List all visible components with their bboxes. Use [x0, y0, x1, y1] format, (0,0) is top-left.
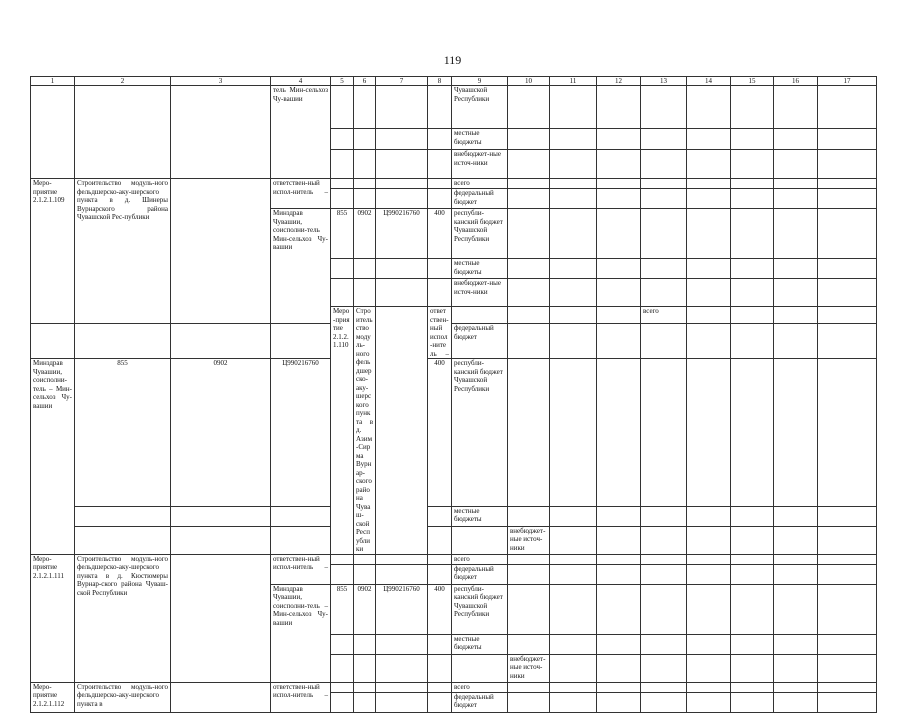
col-header: 13: [641, 77, 687, 86]
cell: [331, 654, 354, 682]
source-cell: федеральный бюджет: [452, 564, 508, 584]
source-cell: внебюджет-ные источ-ники: [452, 279, 508, 307]
event-code: Меро-приятие 2.1.2.1.111: [31, 554, 75, 682]
source-cell: местные бюджеты: [452, 634, 508, 654]
source-cell: всего: [452, 682, 508, 692]
csr-cell: Ц990216760: [376, 584, 428, 634]
cell: [75, 86, 171, 179]
executor-cell: ответствен-ный испол-нитель –: [271, 554, 331, 584]
col-header: 5: [331, 77, 354, 86]
col-header: 6: [354, 77, 376, 86]
event-name: Строительство модуль-ного фельдшерско-аку-шерского пункта в: [75, 682, 171, 712]
vr-cell: 400: [428, 359, 452, 507]
col-header: 11: [550, 77, 597, 86]
source-cell: федеральный бюджет: [452, 189, 508, 209]
page-number: 119: [443, 53, 462, 67]
source-cell: Чувашской Республики: [452, 86, 508, 129]
source-cell: федеральный бюджет: [452, 324, 508, 359]
event-code: Меро-приятие 2.1.2.1.110: [331, 307, 354, 555]
col-header: 16: [774, 77, 818, 86]
col-header: 12: [597, 77, 641, 86]
source-cell: местные бюджеты: [452, 129, 508, 150]
col-header: 8: [428, 77, 452, 86]
source-cell: внебюджет-ные источ-ники: [452, 150, 508, 179]
col-header: 10: [508, 77, 550, 86]
executor-cell: Минздрав Чувашии, соисполни-тель – Мин-сельхоз Чу-вашии: [31, 359, 75, 555]
source-cell: республи-канский бюджет Чувашской Республики: [452, 584, 508, 634]
rzpr-cell: 0902: [354, 584, 376, 634]
cell: [31, 86, 75, 179]
cell: [171, 554, 271, 682]
col-header: 7: [376, 77, 428, 86]
cell: [75, 526, 171, 554]
cell: [428, 86, 452, 129]
col-header: 15: [731, 77, 774, 86]
source-cell: всего: [641, 307, 687, 324]
executor-cell: Минздрав Чувашии, соисполни-тель – Мин-сельхоз Чу-вашии: [271, 584, 331, 682]
grbs-cell: 855: [331, 584, 354, 634]
executor-cell: ответствен-ный испол-нитель –: [271, 682, 331, 712]
table-row: [31, 526, 877, 554]
grbs-cell: 855: [331, 209, 354, 259]
table-row: [31, 179, 877, 189]
vr-cell: 400: [428, 584, 452, 634]
col-header: 4: [271, 77, 331, 86]
source-cell: внебюджет-ные источ-ники: [508, 654, 550, 682]
cell: [376, 86, 428, 129]
col-header: 1: [31, 77, 75, 86]
source-cell: всего: [452, 179, 508, 189]
table-row: [31, 324, 877, 359]
source-cell: федеральный бюджет: [452, 692, 508, 712]
vr-cell: 400: [428, 209, 452, 259]
source-cell: местные бюджеты: [452, 506, 508, 526]
cell: [331, 86, 354, 129]
cell: [171, 179, 271, 324]
grbs-cell: 855: [75, 359, 171, 507]
col-header: 9: [452, 77, 508, 86]
executor-cell: ответствен-ный испол-нитель –: [428, 307, 452, 359]
csr-cell: Ц990216760: [271, 359, 331, 507]
event-name: Строительство модуль-ного фельдшерско-аку-шерского пункта в д. Азим-Сирма Вурнар-ского района Чуваш-ской Республики: [354, 307, 376, 555]
table-row: [31, 506, 877, 526]
csr-cell: Ц990216760: [376, 209, 428, 259]
source-cell: местные бюджеты: [452, 259, 508, 279]
column-number-row: [31, 77, 877, 86]
col-header: 3: [171, 77, 271, 86]
table-row: [31, 359, 877, 507]
event-code: Меро-приятие 2.1.2.1.109: [31, 179, 75, 324]
executor-cell: Минздрав Чувашии, соисполни-тель Мин-сельхоз Чу-вашии: [271, 209, 331, 324]
table-row: [31, 682, 877, 692]
event-code: Меро-приятие 2.1.2.1.112: [31, 682, 75, 712]
executor-cell: тель Мин-сельхоз Чу-вашии: [271, 86, 331, 179]
program-table: [30, 76, 877, 713]
rzpr-cell: 0902: [354, 209, 376, 259]
rzpr-cell: 0902: [171, 359, 271, 507]
source-cell: республи-канский бюджет Чувашской Республики: [452, 359, 508, 507]
executor-cell: ответствен-ный испол-нитель –: [271, 179, 331, 209]
col-header: 14: [687, 77, 731, 86]
col-header: 2: [75, 77, 171, 86]
col-header: 17: [818, 77, 877, 86]
cell: [354, 86, 376, 129]
cell: [376, 307, 428, 555]
cell: [171, 682, 271, 712]
source-cell: республи-канский бюджет Чувашской Республики: [452, 209, 508, 259]
event-name: Строительство модуль-ного фельдшерско-аку-шерского пункта в д. Шинеры Вурнарского района Чувашской Рес-публики: [75, 179, 171, 324]
event-name: Строительство модуль-ного фельдшерско-аку-шерского пункта в д. Кюстюмеры Вурнар-ского района Чуваш-ской Республики: [75, 554, 171, 682]
table-row: [31, 86, 877, 129]
cell: [171, 86, 271, 179]
table-row: [31, 554, 877, 564]
source-cell: внебюджет-ные источ-ники: [508, 526, 550, 554]
source-cell: всего: [452, 554, 508, 564]
